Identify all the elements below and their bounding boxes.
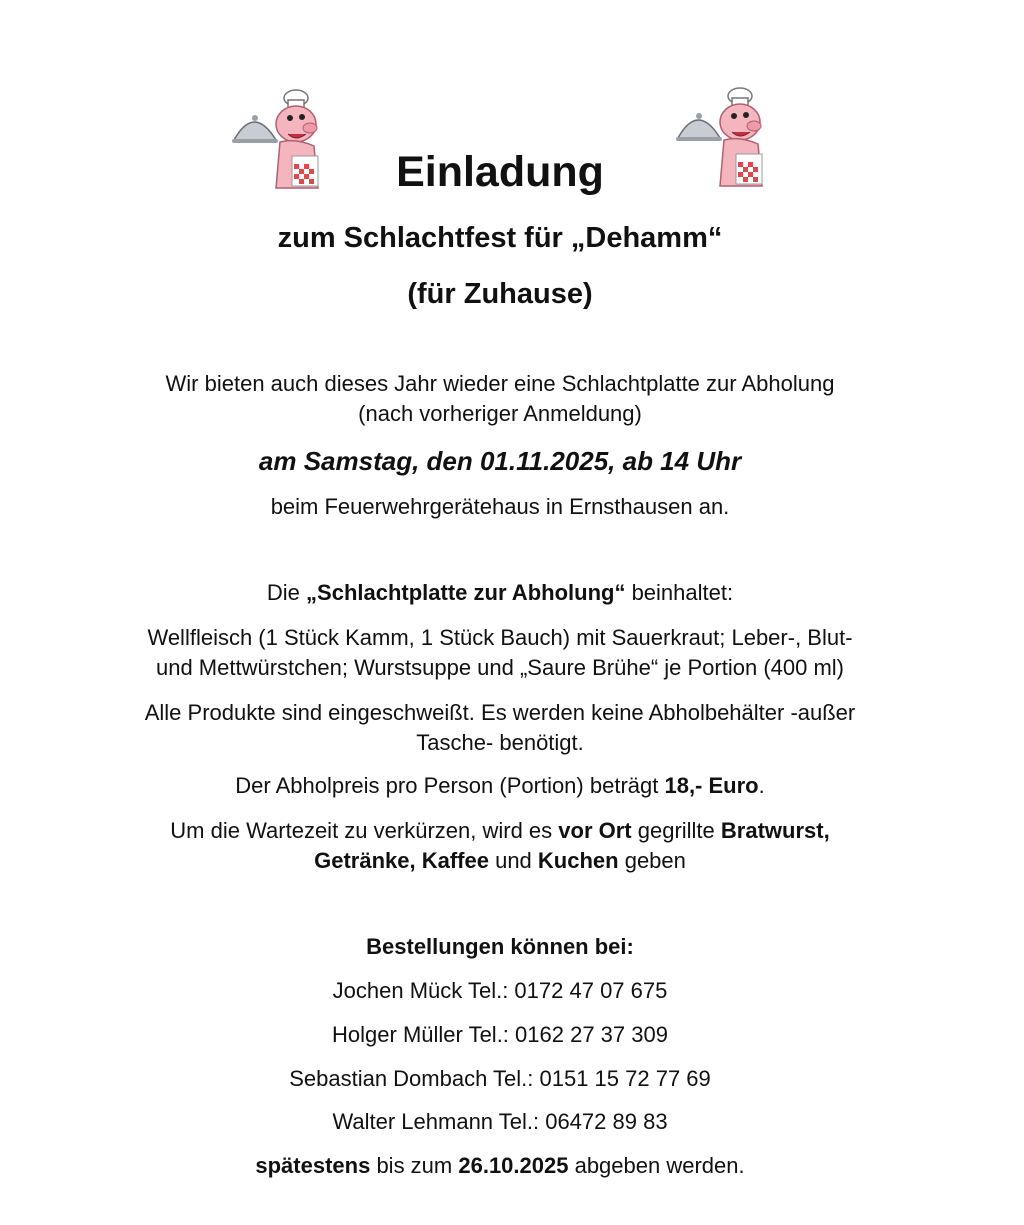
packaging-line: Tasche- benötigt.: [416, 730, 584, 755]
page-title: Einladung: [396, 148, 604, 196]
deadline-bold: spätestens: [255, 1153, 371, 1178]
orders-heading: Bestellungen können bei:: [366, 934, 634, 959]
extras-text: Um die Wartezeit zu verkürzen, wird es: [170, 818, 559, 843]
contact-line: Holger Müller Tel.: 0162 27 37 309: [332, 1022, 668, 1047]
contents-items-line: Wellfleisch (1 Stück Kamm, 1 Stück Bauch) mit Sauerkraut; Leber-, Blut-: [147, 625, 853, 650]
price-post: .: [758, 773, 765, 798]
deadline-line: [40, 1151, 960, 1181]
extras-line: [40, 846, 960, 876]
contact-line: Walter Lehmann Tel.: 06472 89 83: [332, 1109, 668, 1134]
contents-intro-post: beinhaltet:: [625, 580, 734, 605]
deadline-date: 26.10.2025: [458, 1153, 569, 1178]
deadline-text: bis zum: [370, 1153, 459, 1178]
deadline-text: abgeben werden.: [568, 1153, 745, 1178]
contact-line: Sebastian Dombach Tel.: 0151 15 72 77 69: [289, 1066, 711, 1091]
subtitle-note: (für Zuhause): [407, 278, 593, 310]
price-pre: Der Abholpreis pro Person (Portion) beträgt: [235, 773, 665, 798]
intro-note: (nach vorheriger Anmeldung): [358, 401, 642, 426]
price-value: 18,- Euro: [664, 773, 759, 798]
extras-line: [40, 816, 960, 846]
extras-bold: vor Ort: [558, 818, 632, 843]
packaging-line: Alle Produkte sind eingeschweißt. Es werden keine Abholbehälter -außer: [144, 700, 856, 725]
event-location: beim Feuerwehrgerätehaus in Ernsthausen an.: [270, 494, 730, 519]
intro-line: Wir bieten auch dieses Jahr wieder eine Schlachtplatte zur Abholung: [165, 371, 835, 396]
extras-bold: Bratwurst,: [720, 818, 830, 843]
contact-line: Jochen Mück Tel.: 0172 47 07 675: [332, 978, 668, 1003]
extras-text: geben: [618, 848, 686, 873]
extras-bold: Getränke, Kaffee: [314, 848, 489, 873]
contents-intro: [40, 578, 960, 608]
extras-text: und: [488, 848, 538, 873]
extras-bold: Kuchen: [537, 848, 619, 873]
contents-intro-pre: Die: [266, 580, 307, 605]
subtitle: zum Schlachtfest für „Dehamm“: [277, 222, 723, 254]
product-name: „Schlachtplatte zur Abholung“: [306, 580, 626, 605]
price-line: [40, 771, 960, 801]
contents-items-line: und Mettwürstchen; Wurstsuppe und „Saure Brühe“ je Portion (400 ml): [155, 655, 845, 680]
event-date: am Samstag, den 01.11.2025, ab 14 Uhr: [258, 446, 742, 476]
extras-text: gegrillte: [631, 818, 721, 843]
